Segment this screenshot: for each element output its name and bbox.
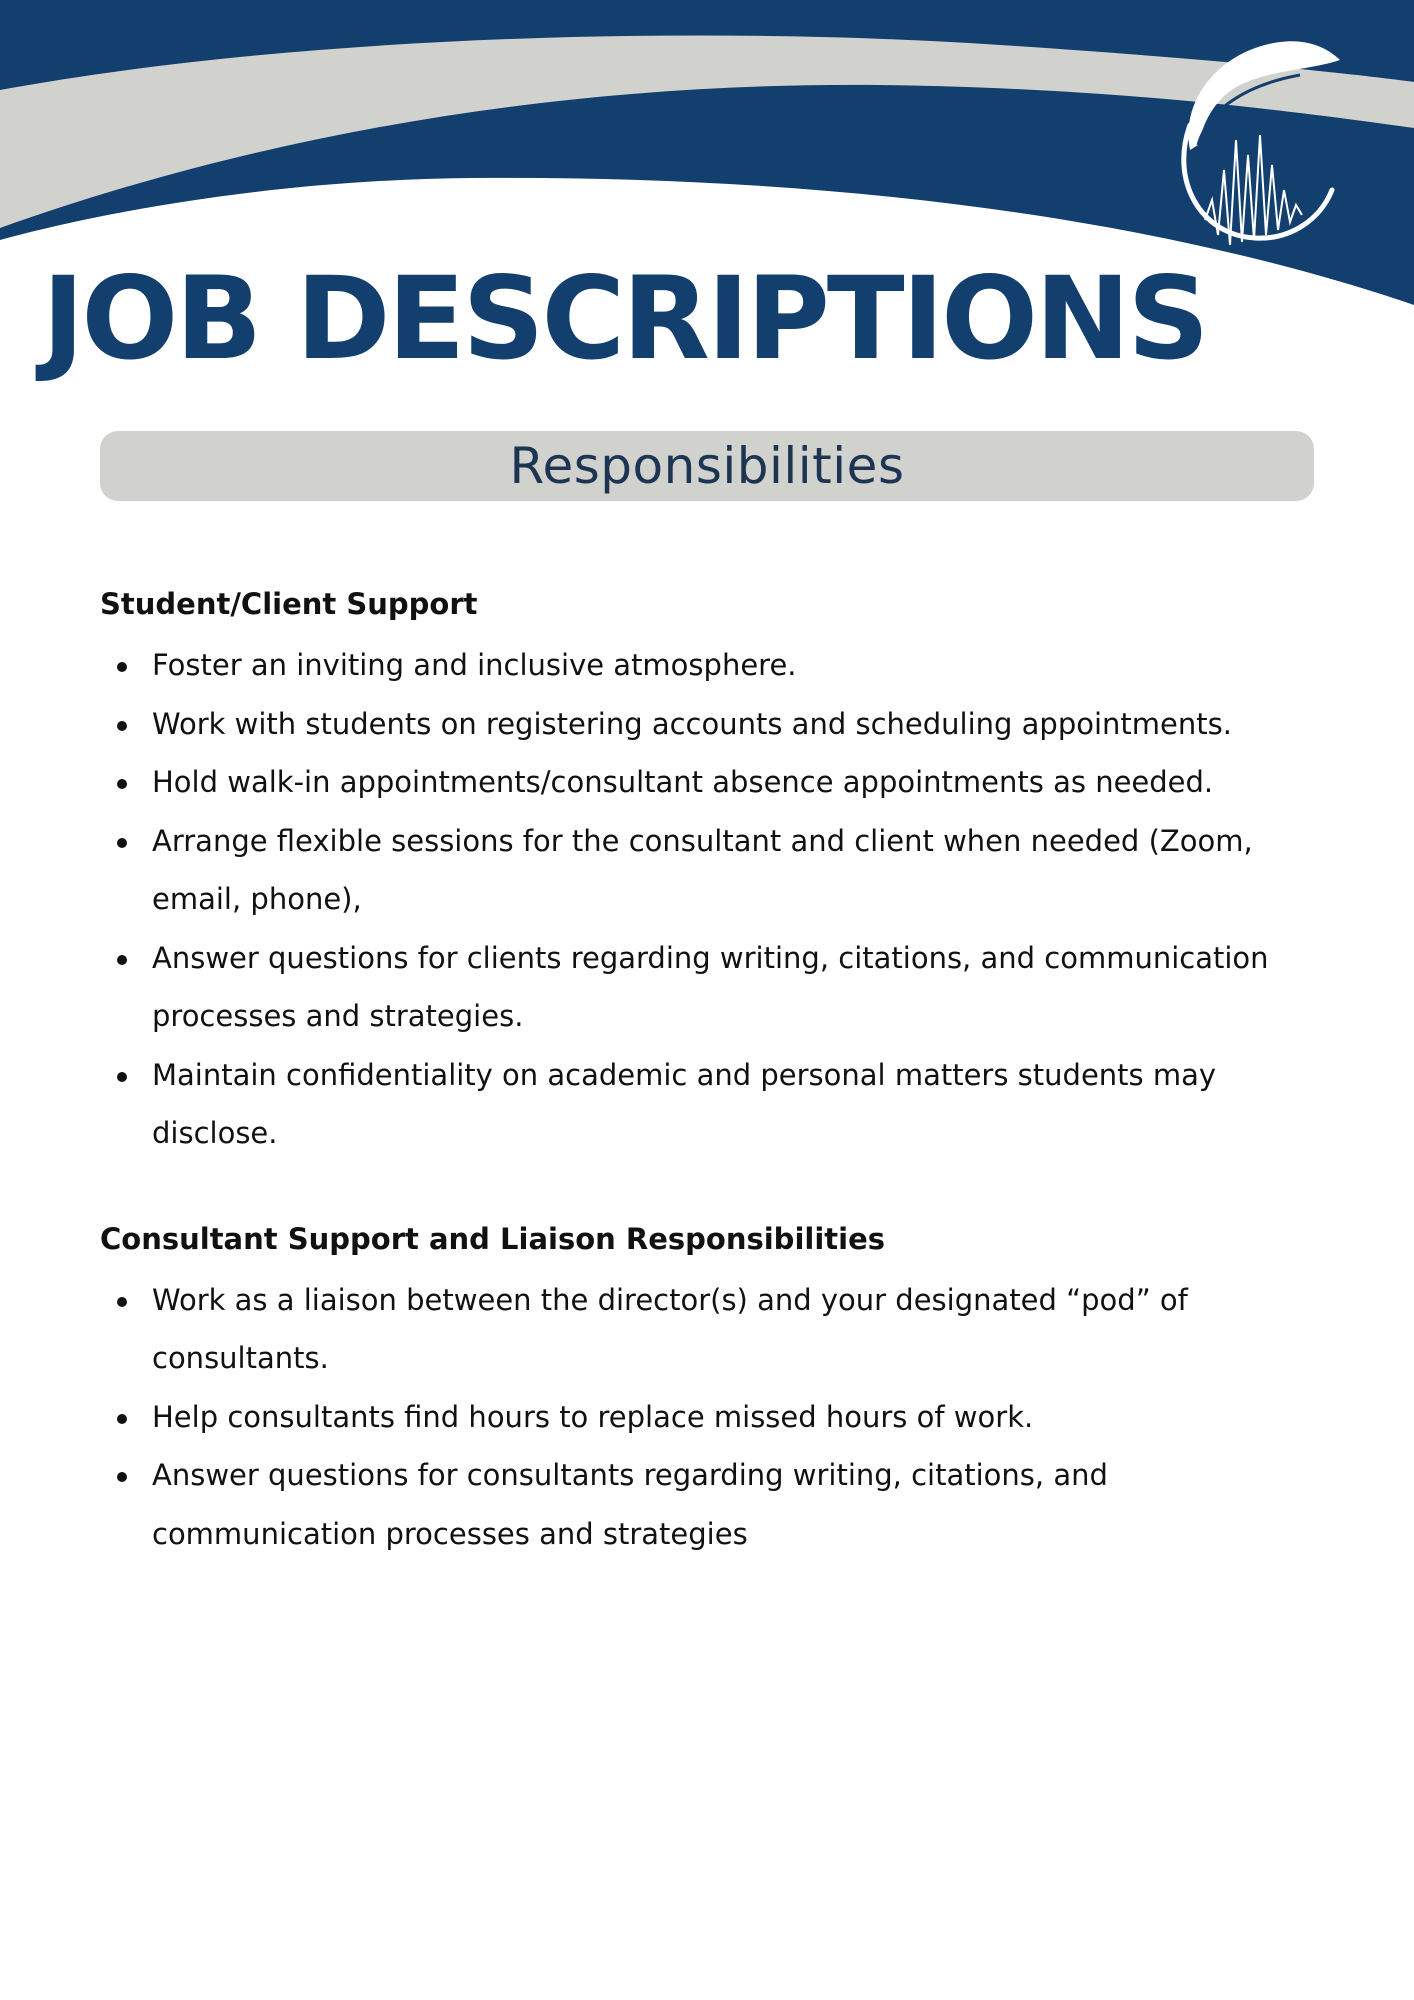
section-student-client-support bbox=[100, 578, 1314, 1163]
list-item bbox=[100, 1388, 1314, 1447]
bullet-icon bbox=[117, 1072, 127, 1082]
section-banner-label: Responsibilities bbox=[509, 437, 905, 495]
list-item-text: Foster an inviting and inclusive atmosphere. bbox=[152, 648, 797, 682]
bullet-icon bbox=[117, 1414, 127, 1424]
page-title: JOB DESCRIPTIONS bbox=[42, 252, 1207, 385]
list-item bbox=[100, 929, 1314, 1046]
list-item-text: Work as a liaison between the director(s) and your designated “pod” of consultants. bbox=[152, 1282, 1188, 1375]
bullet-icon bbox=[117, 779, 127, 789]
section-banner bbox=[100, 431, 1314, 501]
bullet-icon bbox=[117, 955, 127, 965]
bullet-icon bbox=[117, 1297, 127, 1307]
feather-soundwave-logo-icon bbox=[1160, 30, 1340, 260]
list-item-text: Answer questions for consultants regarding writing, citations, and communication processes and strategies bbox=[152, 1458, 1108, 1551]
list-item bbox=[100, 695, 1314, 754]
list-item-text: Help consultants find hours to replace missed hours of work. bbox=[152, 1399, 1034, 1434]
list-item bbox=[100, 1446, 1314, 1563]
list-item-text: Maintain confidentiality on academic and personal matters students may disclose. bbox=[152, 1057, 1217, 1150]
section-consultant-support bbox=[100, 1213, 1314, 1564]
section-heading: Student/Client Support bbox=[100, 587, 478, 621]
bullet-icon bbox=[117, 1472, 127, 1482]
list-item bbox=[100, 636, 1314, 695]
list-item bbox=[100, 812, 1314, 929]
bullet-icon bbox=[117, 838, 127, 848]
list-item-text: Hold walk-in appointments/consultant absence appointments as needed. bbox=[152, 765, 1214, 799]
list-item bbox=[100, 1046, 1314, 1163]
content-body bbox=[100, 578, 1314, 1613]
list-item bbox=[100, 753, 1314, 812]
bullet-list bbox=[100, 636, 1314, 1163]
bullet-icon bbox=[117, 662, 127, 672]
list-item-text: Arrange flexible sessions for the consultant and client when needed (Zoom, email, phone), bbox=[152, 823, 1253, 916]
bullet-list bbox=[100, 1271, 1314, 1564]
list-item-text: Answer questions for clients regarding writing, citations, and communication processes and strategies. bbox=[152, 940, 1269, 1033]
list-item-text: Work with students on registering accounts and scheduling appointments. bbox=[152, 706, 1232, 741]
list-item bbox=[100, 1271, 1314, 1388]
bullet-icon bbox=[117, 721, 127, 731]
section-heading: Consultant Support and Liaison Responsibilities bbox=[100, 1221, 885, 1256]
